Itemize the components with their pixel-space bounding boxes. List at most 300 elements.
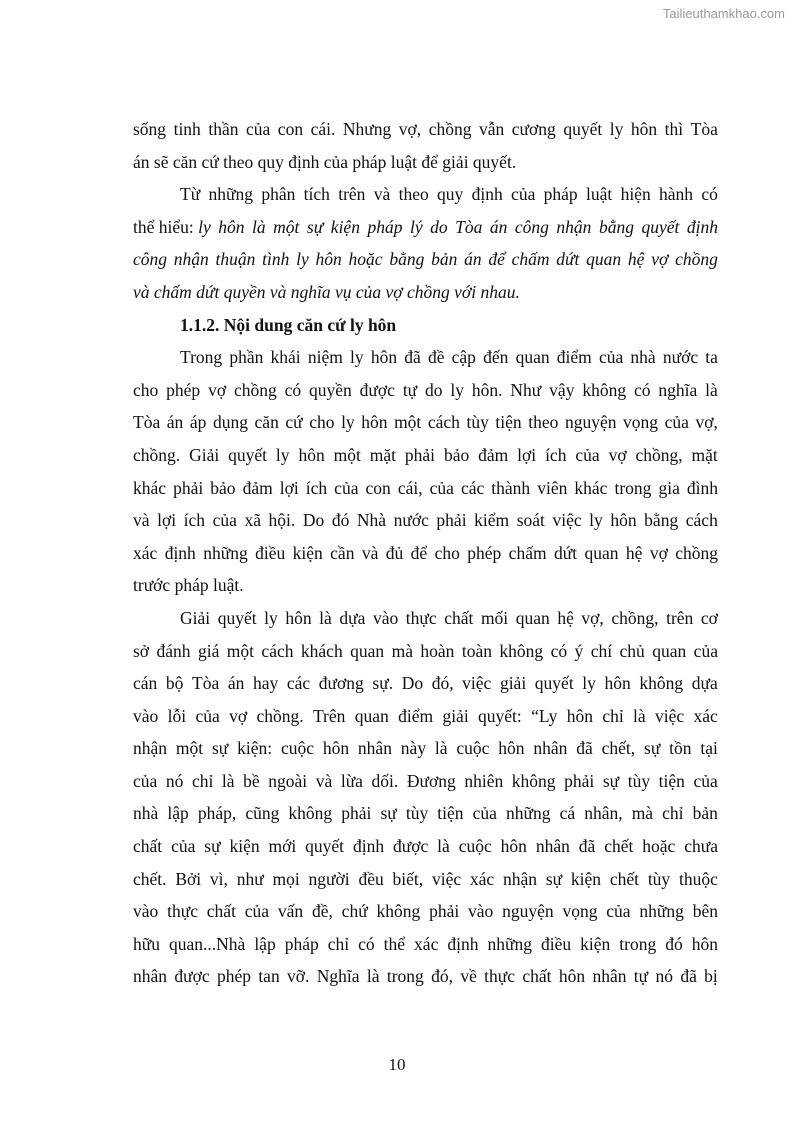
- word: đã: [404, 347, 421, 368]
- word: xác: [469, 868, 495, 889]
- word: pháp,: [197, 803, 237, 824]
- word: đương: [318, 673, 364, 694]
- word: Nhưng: [342, 119, 392, 139]
- word: mọi: [272, 868, 300, 889]
- word: phải: [173, 477, 204, 498]
- word: phép: [216, 966, 251, 987]
- word: bên: [692, 901, 718, 922]
- word: hiện: [620, 184, 651, 205]
- word: của: [244, 901, 270, 922]
- word: cứ: [285, 412, 303, 433]
- word: thực: [167, 901, 198, 922]
- word: nước: [662, 347, 699, 368]
- word: chấm: [508, 542, 547, 563]
- word: lợi: [517, 444, 537, 465]
- word: được: [392, 836, 429, 857]
- word: tự: [402, 379, 418, 400]
- word: đảm: [478, 444, 509, 465]
- word: quan...Nhà: [169, 933, 246, 954]
- text-line: [133, 863, 718, 896]
- word: tùy: [627, 770, 651, 791]
- word: viên: [537, 477, 568, 498]
- text-line: [133, 504, 718, 537]
- word: phải: [564, 770, 595, 791]
- word: hội.: [268, 510, 296, 531]
- word: của: [693, 640, 718, 661]
- watermark: Tailieuthamkhao.com: [662, 6, 785, 21]
- word: được: [359, 379, 395, 400]
- word: một: [175, 738, 204, 759]
- word: nhà: [133, 803, 159, 824]
- word: hôn: [604, 673, 631, 694]
- word: theo: [528, 412, 559, 433]
- word: quyết: [305, 836, 345, 857]
- word: bằng: [389, 249, 425, 270]
- text-line-italic: và chấm dứt quyền và nghĩa vụ của vợ chồng với nhau.: [133, 281, 520, 302]
- word: dựa: [339, 607, 366, 628]
- word: là: [366, 966, 380, 987]
- word: nghĩa: [658, 379, 698, 400]
- word: nhân: [535, 836, 570, 857]
- word: án: [227, 673, 245, 694]
- word: nước: [393, 510, 429, 531]
- word: trên: [338, 184, 366, 205]
- word: bản: [431, 249, 458, 270]
- word: ly: [450, 379, 465, 400]
- word: cũng: [245, 803, 280, 824]
- word: mới: [268, 836, 297, 857]
- text-line: [133, 732, 718, 765]
- word: sự.: [372, 673, 394, 694]
- word: phần: [229, 347, 264, 368]
- word: bảo: [443, 444, 470, 465]
- word: chất: [133, 836, 163, 857]
- word: nhân: [357, 738, 392, 759]
- word: “Ly: [531, 705, 558, 726]
- word: trên: [666, 607, 694, 628]
- page-number: 10: [388, 1055, 406, 1074]
- word: hôn: [361, 412, 388, 433]
- word: một: [333, 444, 361, 465]
- word: có: [358, 933, 375, 954]
- word: chồng: [233, 379, 277, 400]
- word: cái.: [310, 119, 336, 139]
- word: án: [464, 249, 482, 270]
- word: đề,: [311, 901, 333, 922]
- word: vì,: [209, 868, 228, 889]
- text-line: [133, 960, 718, 993]
- text-run: thể hiểu:: [133, 216, 199, 237]
- word: hôn.: [471, 379, 503, 400]
- paragraph: [133, 602, 718, 993]
- word: chỉ: [327, 933, 350, 954]
- word: bằng: [644, 510, 679, 531]
- word: xác: [133, 542, 158, 563]
- word: thần: [208, 119, 239, 139]
- word: của: [195, 705, 220, 726]
- word: xã: [244, 510, 261, 531]
- word: do: [425, 379, 443, 400]
- word: mặt: [369, 444, 396, 465]
- word: phép: [467, 542, 502, 563]
- word: quyết: [563, 119, 603, 139]
- word: chưa: [684, 836, 718, 857]
- word: đã: [680, 966, 697, 987]
- word: không: [511, 770, 556, 791]
- word: những: [208, 184, 253, 205]
- word: tồn: [669, 738, 692, 759]
- word: Tòa: [690, 119, 718, 139]
- word: nguyện: [502, 901, 554, 922]
- word: cho: [309, 412, 335, 433]
- word: quyết: [217, 607, 257, 628]
- word: cái,: [397, 477, 423, 498]
- word: chấm: [511, 249, 550, 270]
- word: hôn: [630, 119, 658, 139]
- word: hệ: [627, 249, 645, 270]
- word: định: [352, 836, 385, 857]
- word: không: [288, 803, 333, 824]
- word: chất: [206, 901, 236, 922]
- word: chất: [444, 607, 474, 628]
- word: ly: [582, 673, 596, 694]
- word: phải: [404, 444, 436, 465]
- word: cần: [330, 542, 355, 563]
- word: hôn: [370, 347, 398, 368]
- word: ly: [589, 510, 603, 531]
- section-heading: 1.1.2. Nội dung căn cứ ly hôn: [180, 314, 397, 335]
- word: mặt: [691, 444, 718, 465]
- word: vấn: [277, 901, 304, 922]
- word: đánh: [156, 640, 191, 661]
- word: hôn: [566, 705, 593, 726]
- word: đề: [427, 347, 445, 368]
- word: đã: [576, 738, 593, 759]
- word: đảm: [242, 477, 273, 498]
- word: phải: [429, 901, 460, 922]
- word: là: [221, 770, 235, 791]
- word: Từ: [180, 184, 201, 205]
- word: xác: [414, 933, 439, 954]
- word: sự: [204, 836, 221, 857]
- word: thể: [383, 933, 406, 954]
- word: nguyện: [564, 412, 617, 433]
- text-line: [133, 341, 718, 374]
- word: của: [171, 836, 196, 857]
- word: Bởi: [175, 868, 202, 889]
- word: nhân: [133, 966, 168, 987]
- word: phép: [166, 379, 201, 400]
- word: cách: [427, 412, 460, 433]
- word: thực: [484, 966, 516, 987]
- word: bị: [704, 966, 718, 987]
- word: quan: [584, 542, 619, 563]
- word: công: [133, 249, 168, 270]
- word: chết.: [133, 868, 167, 889]
- word: mà: [391, 640, 413, 661]
- word: Tòa: [192, 673, 220, 694]
- word: là: [437, 836, 450, 857]
- word: ích: [545, 444, 567, 465]
- document-body: [133, 113, 718, 993]
- word: nhà: [630, 347, 656, 368]
- word: sự: [211, 738, 229, 759]
- word: lừa: [340, 770, 363, 791]
- word: quan: [652, 640, 687, 661]
- word: của: [511, 184, 536, 205]
- word: chủ: [619, 640, 645, 661]
- word: có: [550, 640, 568, 661]
- word: vỡ.: [287, 966, 310, 987]
- word: tiện: [658, 770, 685, 791]
- word: ích: [305, 477, 328, 498]
- word: luật: [586, 184, 613, 205]
- word: ngoài: [268, 770, 308, 791]
- word: cuộc: [458, 836, 492, 857]
- word: của: [693, 770, 718, 791]
- text-line: [133, 537, 718, 570]
- word: là: [319, 607, 332, 628]
- word: vẫn: [478, 119, 505, 139]
- word: không: [376, 901, 421, 922]
- text-line: [133, 765, 718, 798]
- word: phân: [261, 184, 296, 205]
- word: trong: [619, 933, 657, 954]
- word: nhân,: [584, 803, 623, 824]
- word: Tòa: [133, 412, 161, 433]
- text-line: [133, 928, 718, 961]
- text-line: trước pháp luật.: [133, 575, 244, 596]
- word: đình: [686, 477, 718, 498]
- word: có: [701, 184, 718, 205]
- text-line-italic: [133, 243, 718, 276]
- word: cho: [133, 379, 159, 400]
- word: của: [664, 412, 689, 433]
- word: hôn: [610, 510, 637, 531]
- word: kiểm: [474, 510, 510, 531]
- word: vợ: [608, 444, 627, 465]
- word: khái: [270, 347, 301, 368]
- word: sở: [133, 640, 150, 661]
- word: tiện: [437, 803, 464, 824]
- word: vào: [133, 705, 159, 726]
- word: và: [361, 542, 379, 563]
- word: cán: [133, 673, 158, 694]
- word: chí: [590, 640, 613, 661]
- word: của: [429, 477, 454, 498]
- word: định: [164, 542, 196, 563]
- word: nhận: [173, 249, 209, 270]
- word: vọng: [562, 901, 598, 922]
- word: khác: [574, 477, 608, 498]
- word: Giải: [180, 607, 211, 628]
- word: sự: [380, 803, 397, 824]
- text-line: [133, 439, 718, 472]
- word: chỉ: [602, 705, 624, 726]
- word: đó: [665, 933, 683, 954]
- text-line: [133, 472, 718, 505]
- word: lập: [167, 803, 189, 824]
- word: quan: [515, 347, 550, 368]
- word: pháp: [543, 184, 578, 205]
- word: chồng: [675, 249, 718, 270]
- word: kiện:: [237, 738, 273, 759]
- word: không: [582, 379, 627, 400]
- word: bản: [692, 803, 718, 824]
- word: lợi: [279, 477, 299, 498]
- word: định: [447, 933, 479, 954]
- word: hệ: [625, 542, 643, 563]
- word: sự: [644, 738, 661, 759]
- word: ly: [275, 444, 290, 465]
- word: sống: [133, 119, 167, 139]
- word: thuộc: [678, 868, 718, 889]
- word: Như: [510, 379, 542, 400]
- word: khác: [133, 477, 167, 498]
- word: định: [471, 184, 503, 205]
- word: vợ,: [581, 607, 604, 628]
- text-line: [133, 830, 718, 863]
- word: chồng.: [133, 444, 181, 465]
- word: cơ: [700, 607, 718, 628]
- word: ly: [350, 347, 364, 368]
- word: này: [400, 738, 427, 759]
- word: đã: [578, 836, 596, 857]
- word: đủ: [385, 542, 404, 563]
- text-line: [133, 797, 718, 830]
- word: kiện: [292, 542, 323, 563]
- word: và: [373, 184, 391, 205]
- word: chỉ: [191, 770, 214, 791]
- word: đó: [331, 510, 350, 531]
- word: ích: [183, 510, 206, 531]
- word: của: [334, 477, 359, 498]
- word: việc: [462, 673, 492, 694]
- paragraph-definition: [133, 178, 718, 308]
- word: hoàn: [420, 640, 455, 661]
- word: vợ,: [695, 412, 718, 433]
- word: chứ: [341, 901, 368, 922]
- word: như: [236, 868, 264, 889]
- word: của: [472, 803, 497, 824]
- word: cương: [511, 119, 556, 139]
- word: vào: [133, 901, 159, 922]
- word: để: [488, 249, 505, 270]
- word: cách: [261, 640, 294, 661]
- word: vợ: [229, 705, 248, 726]
- word: một: [226, 640, 254, 661]
- word: hoặc: [348, 249, 383, 270]
- text-line: [133, 700, 718, 733]
- word: vợ: [651, 249, 669, 270]
- word: nó: [165, 770, 184, 791]
- word: một: [394, 412, 422, 433]
- word: Đương: [406, 770, 456, 791]
- word: phải: [341, 803, 372, 824]
- word: ly: [341, 412, 355, 433]
- word: điều: [540, 933, 572, 954]
- word: kiện: [229, 836, 260, 857]
- word: không: [499, 640, 544, 661]
- word: tiện: [495, 412, 522, 433]
- word: phải: [436, 510, 467, 531]
- word: bề: [243, 770, 260, 791]
- word: chồng,: [635, 444, 683, 465]
- word: tan: [258, 966, 280, 987]
- word: cập: [451, 347, 476, 368]
- word: những: [203, 542, 248, 563]
- word: hay: [252, 673, 279, 694]
- word: hôn: [500, 836, 527, 857]
- text-line: [133, 178, 718, 211]
- word: soát: [516, 510, 545, 531]
- word: chết: [604, 836, 634, 857]
- word: con: [277, 119, 304, 139]
- word: quyết: [534, 673, 574, 694]
- word: nhân: [592, 966, 627, 987]
- word: quyền: [309, 379, 352, 400]
- word: ta: [705, 347, 718, 368]
- word: mối: [480, 607, 509, 628]
- word: dứt: [556, 249, 580, 270]
- word: bảo: [210, 477, 236, 498]
- word: tự: [633, 966, 649, 987]
- word: các: [286, 673, 311, 694]
- word: dựa: [691, 673, 718, 694]
- word: đó,: [431, 966, 453, 987]
- word: giải: [499, 673, 527, 694]
- word: dụng: [212, 412, 248, 433]
- word: những: [639, 901, 684, 922]
- word: điểm: [398, 705, 434, 726]
- word: đến: [483, 347, 509, 368]
- word: quan: [586, 249, 622, 270]
- word: để: [410, 542, 428, 563]
- word: áp: [189, 412, 207, 433]
- word: theo: [398, 184, 429, 205]
- word: con: [365, 477, 391, 498]
- word: vợ,: [398, 119, 422, 139]
- word: Do: [302, 510, 325, 531]
- paragraph: [133, 341, 718, 602]
- word: gia: [658, 477, 680, 498]
- word: được: [174, 966, 210, 987]
- text-line: [133, 602, 718, 635]
- word: hôn: [285, 607, 312, 628]
- word: thành: [491, 477, 531, 498]
- word: dối.: [371, 770, 399, 791]
- word: hôn: [315, 249, 342, 270]
- word: vào: [468, 901, 494, 922]
- word: nhiên: [464, 770, 504, 791]
- word: cách: [685, 510, 718, 531]
- word: chỉ: [662, 803, 684, 824]
- word: chồng.: [256, 705, 304, 726]
- word: của: [212, 510, 237, 531]
- word: Trong: [180, 347, 223, 368]
- word: vậy: [549, 379, 575, 400]
- word: đó,: [431, 673, 454, 694]
- word: chết: [609, 868, 640, 889]
- word: không: [639, 673, 684, 694]
- word: hệ: [557, 607, 574, 628]
- text-line: [133, 667, 718, 700]
- definition-italic: ly hôn là một sự kiện pháp lý do Tòa án công nhận bằng quyết định: [198, 216, 718, 237]
- word: thuận: [215, 249, 256, 270]
- word: điều: [255, 542, 286, 563]
- word: hôn: [298, 444, 325, 465]
- text-line: [133, 374, 718, 407]
